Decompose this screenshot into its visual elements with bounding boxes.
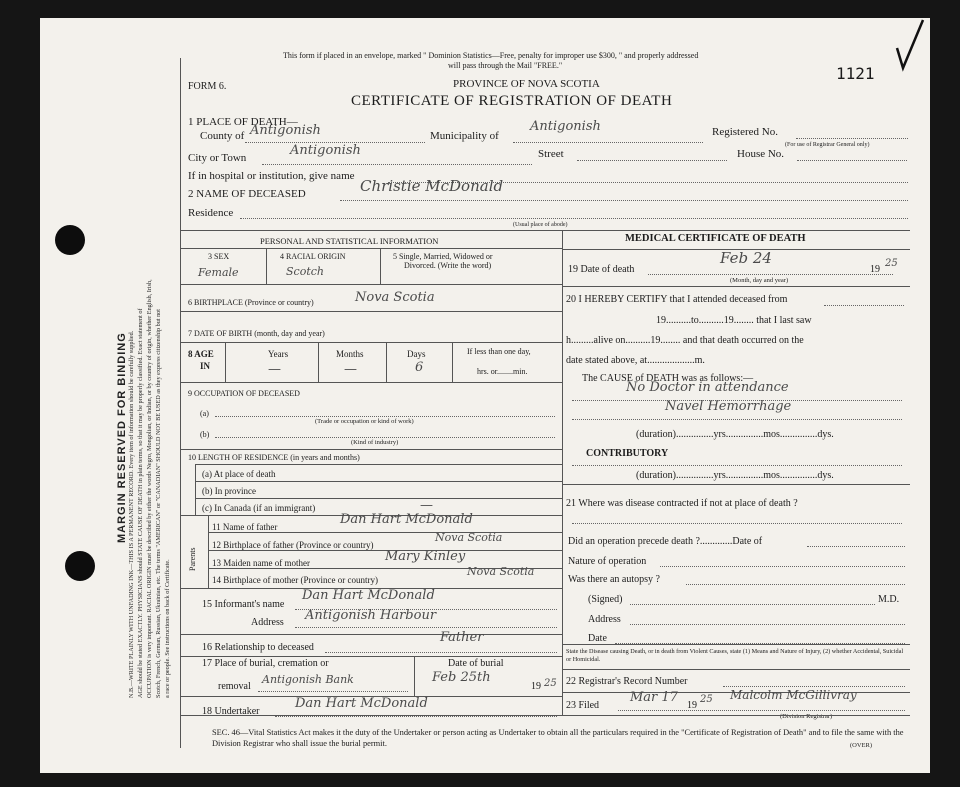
mail-notice-1: This form if placed in an envelope, marked " Dominion Statistics—Free, penalty for improper use $300, " and properly addressed [283, 51, 699, 60]
autopsy-label: Was there an autopsy ? [568, 574, 660, 585]
undertaker-label: 18 Undertaker [202, 706, 260, 717]
age-years-value: — [268, 362, 281, 377]
md-label: M.D. [878, 594, 900, 605]
industry-note: (Kind of industry) [351, 439, 399, 446]
registered-no-label: Registered No. [712, 126, 778, 138]
mother-name-value: Mary Kinley [385, 549, 466, 564]
death-year-value: 25 [885, 258, 898, 269]
province-heading: PROVINCE OF NOVA SCOTIA [453, 78, 600, 90]
margin-instruction-2: AGE should be stated EXACTLY. PHYSICIANS should STATE CAUSE OF DEATH in plain terms, so that it may be properly classified. Exact statement of [137, 308, 144, 698]
parents-label: Parents [188, 547, 197, 571]
burial-place-value: Antigonish Bank [262, 673, 354, 686]
informant-address-value: Antigonish Harbour [305, 608, 437, 623]
certify-line-2: 19..........to..........19........ that I last saw [656, 315, 812, 326]
residence-length-label: 10 LENGTH OF RESIDENCE (in years and months) [188, 453, 360, 462]
age-in-label: IN [200, 361, 211, 371]
father-name-label: 11 Name of father [212, 522, 278, 532]
burial-place-label-1: 17 Place of burial, cremation or [202, 658, 329, 669]
cause-duration: (duration)...............yrs...............mos...............dys. [636, 429, 834, 440]
certificate-paper [40, 18, 930, 773]
medical-certificate-header: MEDICAL CERTIFICATE OF DEATH [625, 233, 806, 244]
racial-origin-label: 4 RACIAL ORIGIN [280, 252, 346, 261]
sec46-note: SEC. 46—Vital Statistics Act makes it the duty of the Undertaker or person acting as Undertaker to obtain all the particulars required in the "Certificate of Registration of Death" and to file the same with the Division Registrar who shall issue the burial permit. [212, 728, 904, 748]
age-days-value: 6 [415, 360, 424, 375]
residence-label: Residence [188, 207, 234, 219]
mother-birthplace-value: Nova Scotia [467, 565, 535, 578]
burial-place-label-2: removal [218, 681, 251, 692]
in-canada-value: — [420, 498, 433, 513]
margin-instruction-5: a race or people. See instructions on back of Certificate. [164, 559, 171, 698]
relationship-value: Father [440, 630, 484, 645]
usual-abode-note: (Usual place of abode) [513, 222, 568, 228]
physician-date-label: Date [588, 633, 607, 644]
marital-label-1: 5 Single, Married, Widowed or [393, 252, 493, 261]
marital-label-2: Divorced. (Write the word) [404, 261, 492, 270]
place-of-death-label: 1 PLACE OF DEATH— [188, 116, 298, 128]
certificate-title: CERTIFICATE OF REGISTRATION OF DEATH [351, 93, 673, 109]
sex-label: 3 SEX [208, 252, 230, 261]
margin-instruction-3: OCCUPATION is very important. RACIAL ORIGIN must be described by either the words Negro, Mongolian, or Indian, or by country of origin, whether English, Irish, [146, 279, 153, 698]
margin-instruction-1: N.B.—WRITE PLAINLY WITH UNFADING INK—THIS IS A PERMANENT RECORD. Every item of information should be carefully supplied. [128, 330, 135, 698]
at-place-label: (a) At place of death [202, 469, 276, 479]
date-of-birth-label: 7 DATE OF BIRTH (month, day and year) [188, 329, 325, 338]
county-value: Antigonish [250, 123, 321, 138]
physician-address-label: Address [588, 614, 621, 625]
street-label: Street [538, 148, 564, 160]
informant-label: 15 Informant's name [202, 599, 285, 610]
filed-year-value: 25 [700, 694, 713, 705]
disease-contracted-label: 21 Where was disease contracted if not at place of death ? [566, 498, 798, 509]
house-no-label: House No. [737, 148, 785, 160]
undertaker-value: Dan Hart McDonald [295, 696, 428, 711]
birthplace-value: Nova Scotia [355, 290, 435, 305]
mail-notice-2: will pass through the Mail "FREE." [448, 61, 563, 70]
municipality-label: Municipality of [430, 130, 499, 142]
informant-address-label: Address [251, 617, 284, 628]
cause-line-1: No Doctor in attendance [626, 380, 789, 395]
age-months-value: — [344, 362, 357, 377]
filed-date-value: Mar 17 [630, 690, 678, 705]
sex-value: Female [198, 266, 239, 279]
checkmark-icon [895, 18, 925, 73]
burial-year-prefix: 19 [531, 681, 541, 692]
personal-info-header: PERSONAL AND STATISTICAL INFORMATION [260, 236, 439, 246]
date-of-burial-label: Date of burial [448, 658, 504, 669]
mother-birthplace-label: 14 Birthplace of mother (Province or country) [212, 575, 378, 585]
margin-binding-label: MARGIN RESERVED FOR BINDING [116, 332, 128, 543]
burial-date-value: Feb 25th [432, 670, 491, 685]
relationship-label: 16 Relationship to deceased [202, 642, 314, 653]
certify-line-4: date stated above, at...................m. [566, 355, 705, 366]
city-label: City or Town [188, 152, 247, 164]
death-year-prefix: 19 [870, 264, 880, 275]
mother-name-label: 13 Maiden name of mother [212, 558, 310, 568]
filed-label: 23 Filed [566, 700, 600, 711]
contributory-label: CONTRIBUTORY [586, 448, 669, 459]
age-years-label: Years [268, 349, 289, 359]
municipality-value: Antigonish [530, 119, 601, 134]
violent-causes-note: State the Disease causing Death, or in death from Violent Causes, state (1) Means and Nature of Injury, (2) whether Accidental, Suicidal or Homicidal. [566, 648, 904, 663]
racial-origin-value: Scotch [286, 265, 324, 278]
hospital-label: If in hospital or institution, give name [188, 170, 355, 182]
deceased-name-value: Christie McDonald [360, 177, 504, 195]
father-name-value: Dan Hart McDonald [340, 512, 473, 527]
in-canada-label: (c) In Canada (if an immigrant) [202, 503, 316, 513]
over-note: (OVER) [850, 742, 873, 749]
operation-label: Did an operation precede death ?.............Date of [568, 536, 763, 547]
name-of-deceased-label: 2 NAME OF DECEASED [188, 188, 306, 200]
certify-line-3: h.........alive on..........19........ and that death occurred on the [566, 335, 804, 346]
certificate-serial-number: 1121 [836, 64, 875, 83]
father-birthplace-value: Nova Scotia [435, 531, 503, 544]
trade-note: (Trade or occupation or kind of work) [315, 418, 414, 425]
city-value: Antigonish [290, 143, 361, 158]
division-registrar-note: (Division Registrar) [780, 713, 833, 720]
burial-year-value: 25 [544, 678, 557, 689]
cause-line-2: Navel Hemorrhage [665, 399, 792, 414]
contributory-duration: (duration)...............yrs...............mos...............dys. [636, 470, 834, 481]
registrar-signature: Malcolm McGillivray [730, 688, 857, 702]
occupation-b-label: (b) [200, 430, 210, 439]
signed-label: (Signed) [588, 594, 623, 605]
county-label: County of [200, 130, 245, 142]
cause-of-death-label: The CAUSE of DEATH was as follows:— [582, 373, 754, 384]
filed-year-prefix: 19 [687, 700, 697, 711]
hrs-min-label: hrs. or........min. [477, 367, 528, 376]
registrar-use-note: (For use of Registrar General only) [785, 142, 870, 148]
punch-hole-bottom [65, 551, 95, 581]
date-of-death-label: 19 Date of death [568, 264, 635, 275]
month-day-year-note: (Month, day and year) [730, 277, 789, 284]
birthplace-label: 6 BIRTHPLACE (Province or country) [188, 298, 314, 307]
nature-operation-label: Nature of operation [568, 556, 647, 567]
occupation-a-label: (a) [200, 409, 209, 418]
father-birthplace-label: 12 Birthplace of father (Province or country) [212, 540, 374, 550]
registrar-record-label: 22 Registrar's Record Number [566, 676, 688, 687]
age-label: 8 AGE [188, 349, 214, 359]
punch-hole-top [55, 225, 85, 255]
certify-line-1: 20 I HEREBY CERTIFY that I attended deceased from [566, 294, 788, 305]
age-months-label: Months [336, 349, 364, 359]
in-province-label: (b) In province [202, 486, 256, 496]
informant-value: Dan Hart McDonald [302, 588, 435, 603]
occupation-label: 9 OCCUPATION OF DECEASED [188, 389, 300, 398]
margin-instruction-4: Scotch, French, German, Russian, Ukrainian, etc. The terms "AMERICAN" or "CANADIAN" SHOULD NOT BE USED as they express citizenship but not [155, 309, 162, 698]
less-than-day-label: If less than one day, [467, 347, 531, 356]
death-date-value: Feb 24 [720, 249, 772, 267]
age-days-label: Days [407, 349, 426, 359]
form-number: FORM 6. [188, 81, 227, 92]
